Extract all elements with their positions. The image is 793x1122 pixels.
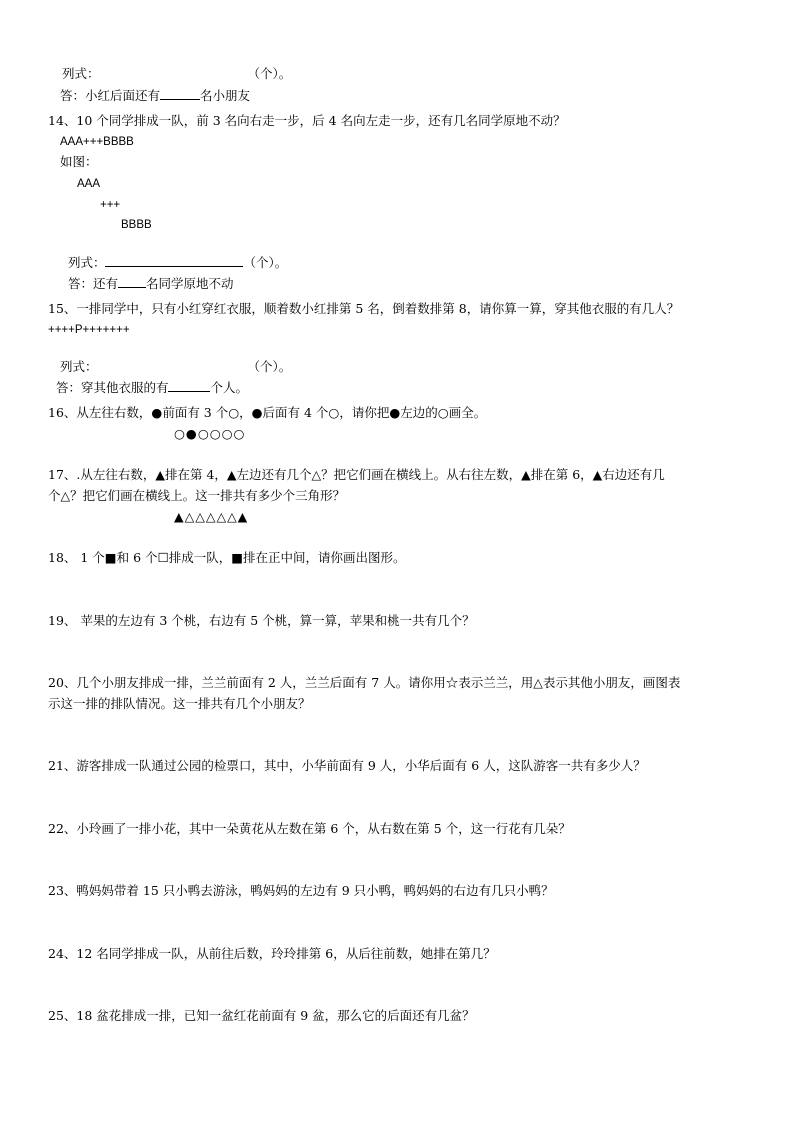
q15-answer-line [48,363,248,396]
top-answer-line [52,71,250,104]
q15-formula-suffix: （个）。 [247,359,292,374]
q25-question: 25、18 盆花排成一排，已知一盆红花前面有 9 盆，那么它的后面还有几盆？ [48,1008,475,1023]
q15-answer-prefix: 答：穿其他衣服的有 [55,380,169,395]
q14-formula-suffix: （个）。 [243,255,288,270]
q20-question-line1: 20、几个小朋友排成一排，兰兰前面有 2 人，兰兰后面有 7 人。请你用☆表示兰兰，用△表示其他小朋友，画图表 [48,675,681,690]
q15-formula-prefix: 列式： [59,359,98,374]
q14-row-a: AAA [77,178,101,190]
top-answer-prefix: 答：小红后面还有 [59,88,160,103]
q16-question: 16、从左往右数，●前面有 3 个○，●后面有 4 个○，请你把●左边的○画全。 [48,405,487,420]
q15-answer-suffix: 个人。 [210,380,248,395]
q14-question: 14、10 个同学排成一队，前 3 名向右走一步，后 4 名向左走一步，还有几名同学原地不动？ [48,113,566,128]
q15-answer-blank[interactable] [168,379,210,392]
q15-question: 15、一排同学中，只有小红穿红衣服，顺着数小红排第 5 名，倒着数排第 8，请你算一算，穿其他衣服的有几人？ [48,301,680,316]
q14-sequence: AAA+++BBBB [60,136,134,148]
q14-answer-line [60,259,233,292]
q14-answer-prefix: 答：还有 [67,276,118,291]
q16-shapes: ○●○○○○ [174,426,246,441]
q14-row-b: BBBB [121,219,152,231]
q17-question-line2: 个△？把它们画在横线上。这一排共有多少个三角形？ [48,488,346,503]
q14-formula-prefix: 列式： [67,255,106,270]
q14-answer-blank[interactable] [118,275,146,288]
q21-question: 21、游客排成一队通过公园的检票口，其中，小华前面有 9 人，小华后面有 6 人，这队游客一共有多少人？ [48,758,646,773]
q15-sequence: ++++P+++++++ [48,324,130,336]
q14-as-shown: 如图： [60,154,98,169]
top-answer-blank[interactable] [160,87,200,100]
top-answer-suffix: 名小朋友 [199,88,250,103]
q20-question-line2: 示这一排的排队情况。这一排共有几个小朋友？ [48,696,311,711]
q17-shapes: ▲△△△△△▲ [174,509,249,524]
q24-question: 24、12 名同学排成一队，从前往后数，玲玲排第 6，从后往前数，她排在第几？ [48,946,496,961]
q17-question-line1: 17、.从左往右数，▲排在第 4，▲左边还有几个△？把它们画在横线上。从右往左数，▲排在第 6，▲右边还有几 [48,467,665,482]
q23-question: 23、鸭妈妈带着 15 只小鸭去游泳，鸭妈妈的左边有 9 只小鸭，鸭妈妈的右边有几只小鸭？ [48,883,554,898]
top-formula-suffix: （个）。 [247,66,292,81]
q22-question: 22、小玲画了一排小花，其中一朵黄花从左数在第 6 个，从右数在第 5 个，这一行花有几朵？ [48,821,571,836]
q18-question: 18、 1 个■和 6 个☐排成一队，■排在正中间，请你画出图形。 [48,550,406,565]
q14-answer-suffix: 名同学原地不动 [145,276,234,291]
q19-question: 19、 苹果的左边有 3 个桃，右边有 5 个桃，算一算，苹果和桃一共有几个？ [48,613,475,628]
q14-row-plus: +++ [100,199,121,211]
top-formula-prefix: 列式： [61,66,100,81]
